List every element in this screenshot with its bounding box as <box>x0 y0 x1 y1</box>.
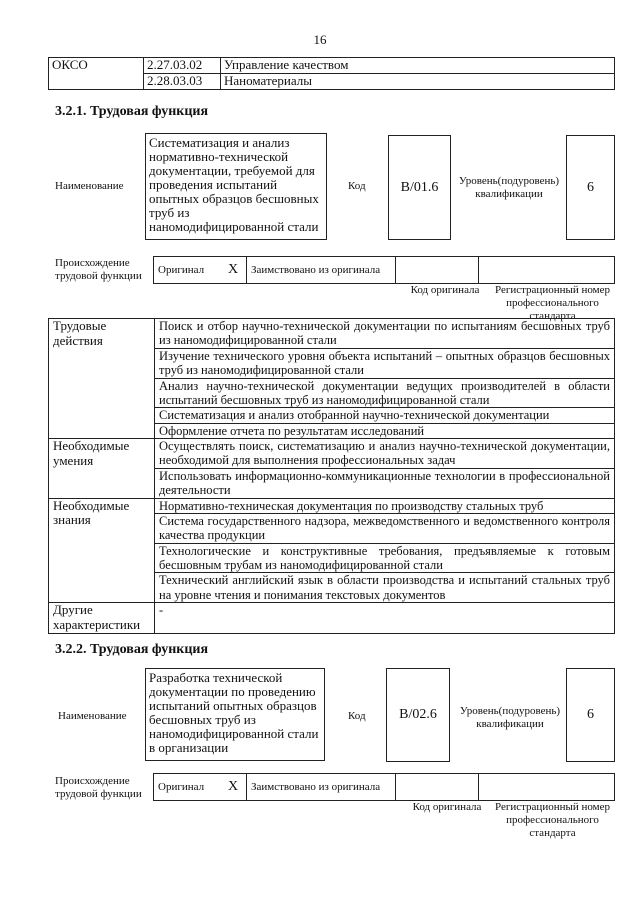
code-original-cell <box>396 257 479 284</box>
action-item: Оформление отчета по результатам исследований <box>155 423 615 438</box>
qualification-level-label: Уровень(подуровень) квалификации <box>458 175 560 201</box>
action-item: Изучение технического уровня объекта испытаний – опытных образцов бесшовных труб из наномодифицированной стали <box>155 348 615 378</box>
skill-item: Использовать информационно-коммуникационные технологии в профессиональной деятельности <box>155 468 615 498</box>
okso-label: ОКСО <box>49 58 144 90</box>
okso-name: Наноматериалы <box>221 74 615 90</box>
qualification-level-box: 6 <box>566 668 615 762</box>
origin-table <box>153 256 615 284</box>
action-item: Систематизация и анализ отобранной научно-технической документации <box>155 408 615 423</box>
origin-label: Происхождение трудовой функции <box>55 257 142 283</box>
name-label: Наименование <box>55 180 124 192</box>
okso-name: Управление качеством <box>221 58 615 74</box>
original-mark: X <box>224 774 247 801</box>
reg-number-cell <box>479 257 615 284</box>
action-item: Поиск и отбор научно-технической документации по испытаниям бесшовных труб из наномодифицированной стали <box>155 319 615 349</box>
original-mark: X <box>224 257 247 284</box>
okso-code: 2.28.03.03 <box>144 74 221 90</box>
code-label: Код <box>348 180 366 192</box>
function-code-box: В/01.6 <box>388 135 451 240</box>
origin-table <box>153 773 615 801</box>
borrowed-label: Заимствовано из оригинала <box>247 774 396 801</box>
function-heading: 3.2.2. Трудовая функция <box>55 642 209 657</box>
code-original-label: Код оригинала <box>412 801 482 813</box>
reg-number-cell <box>479 774 615 801</box>
knowledge-item: Нормативно-техническая документация по производству стальных труб <box>155 498 615 513</box>
actions-label: Трудовые действия <box>49 319 155 439</box>
original-label: Оригинал <box>154 257 225 284</box>
qualification-level-box: 6 <box>566 135 615 240</box>
origin-label: Происхождение трудовой функции <box>55 775 142 801</box>
qualification-level-label: Уровень(подуровень) квалификации <box>459 705 561 731</box>
okso-code: 2.27.03.02 <box>144 58 221 74</box>
reg-number-label: Регистрационный номер профессионального стандарта <box>494 284 611 323</box>
original-label: Оригинал <box>154 774 225 801</box>
code-label: Код <box>348 710 366 722</box>
name-label: Наименование <box>58 710 127 722</box>
skill-item: Осуществлять поиск, систематизацию и анализ научно-технической документации, необходимой для выполнения профессиональных задач <box>155 439 615 469</box>
reg-number-label: Регистрационный номер профессионального стандарта <box>494 801 611 840</box>
other-label: Другие характеристики <box>49 603 155 634</box>
function-details-table <box>48 318 615 634</box>
function-heading: 3.2.1. Трудовая функция <box>55 104 209 119</box>
function-name-box: Разработка технической документации по проведению испытаний опытных образцов бесшовных труб из наномодифицированной стали в организации <box>145 668 325 761</box>
knowledge-item: Технологические и конструктивные требования, предъявляемые к готовым бесшовным трубам из наномодифицированной стали <box>155 543 615 573</box>
code-original-cell <box>396 774 479 801</box>
borrowed-label: Заимствовано из оригинала <box>247 257 396 284</box>
other-value: - <box>155 603 615 634</box>
knowledge-item: Технический английский язык в области производства и испытаний стальных труб на уровне чтения и понимания текстовых документов <box>155 573 615 603</box>
code-original-label: Код оригинала <box>410 284 480 296</box>
knowledge-item: Система государственного надзора, межведомственного и ведомственного контроля качества продукции <box>155 513 615 543</box>
function-name-box: Систематизация и анализ нормативно-технической документации, требуемой для проведения испытаний опытных образцов бесшовных труб из наномодифицированной стали <box>145 133 327 240</box>
okso-table <box>48 57 615 90</box>
function-code-box: В/02.6 <box>386 668 450 762</box>
skills-label: Необходимые умения <box>49 439 155 499</box>
action-item: Анализ научно-технической документации ведущих производителей в области испытаний бесшовных труб из наномодифицированной стали <box>155 378 615 408</box>
knowledge-label: Необходимые знания <box>49 498 155 603</box>
page-number: 16 <box>313 32 327 47</box>
